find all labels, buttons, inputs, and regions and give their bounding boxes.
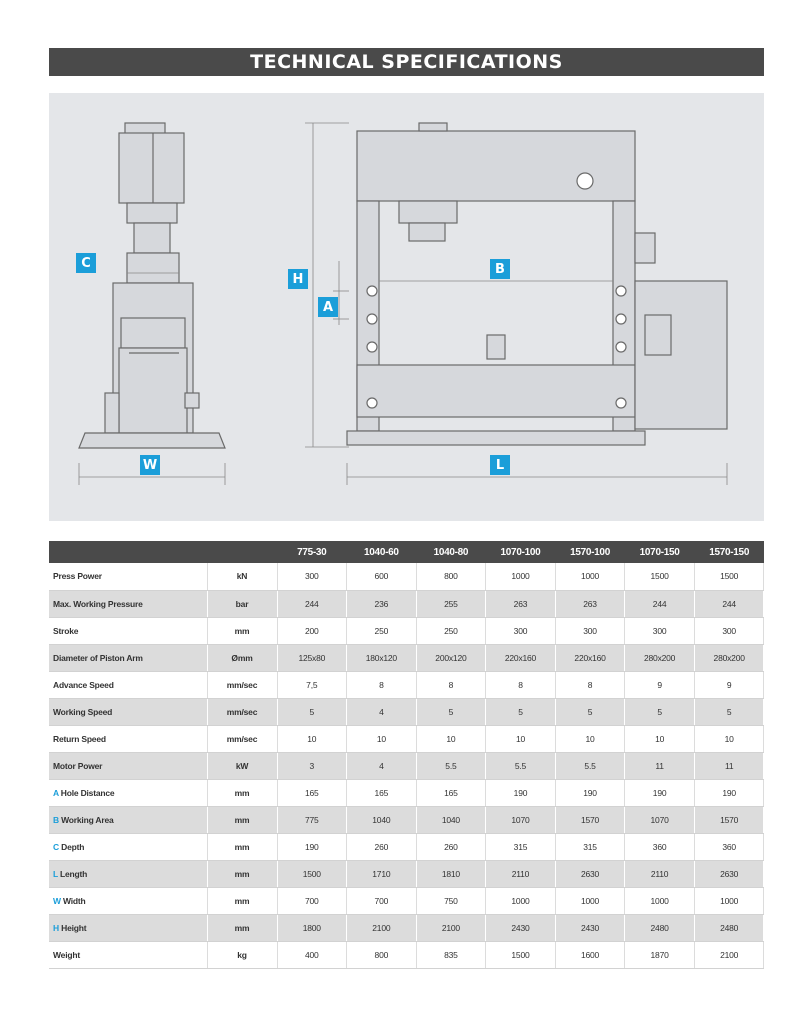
table-cell: 1710 — [347, 860, 417, 887]
row-label-text: Length — [60, 868, 88, 879]
table-cell: 2430 — [486, 914, 556, 941]
model-header-1570-100: 1570-100 — [555, 541, 625, 563]
row-label — [49, 887, 207, 914]
table-cell: 1000 — [486, 563, 556, 590]
dimension-letter-mark: A — [53, 787, 59, 798]
table-cell: 250 — [347, 617, 417, 644]
dimension-letter-mark: W — [53, 895, 61, 906]
header-label-cell — [49, 541, 207, 563]
table-row — [49, 914, 764, 941]
table-cell: 165 — [277, 779, 347, 806]
row-label-text: Press Power — [53, 571, 102, 582]
table-body — [49, 563, 764, 968]
table-cell: 8 — [555, 671, 625, 698]
table-cell: 10 — [555, 725, 625, 752]
row-unit: mm — [207, 617, 277, 644]
technical-drawing-panel — [49, 93, 764, 521]
table-cell: 2630 — [694, 860, 764, 887]
table-cell: 1000 — [486, 887, 556, 914]
row-unit: mm — [207, 806, 277, 833]
table-cell: 10 — [347, 725, 417, 752]
row-label — [49, 563, 207, 590]
table-cell: 5.5 — [486, 752, 556, 779]
table-cell: 190 — [277, 833, 347, 860]
dimension-label-b: B — [490, 259, 510, 279]
dimension-label-c: C — [76, 253, 96, 273]
table-cell: 2100 — [347, 914, 417, 941]
row-label-text: Motor Power — [53, 760, 103, 771]
table-cell: 8 — [416, 671, 486, 698]
row-label — [49, 752, 207, 779]
table-cell: 2480 — [694, 914, 764, 941]
table-cell: 180x120 — [347, 644, 417, 671]
table-cell: 263 — [555, 590, 625, 617]
table-row — [49, 941, 764, 968]
header-unit-cell — [207, 541, 277, 563]
row-label — [49, 698, 207, 725]
table-cell: 263 — [486, 590, 556, 617]
row-unit: mm/sec — [207, 725, 277, 752]
table-cell: 300 — [555, 617, 625, 644]
row-unit: mm — [207, 860, 277, 887]
model-header-1070-150: 1070-150 — [625, 541, 695, 563]
table-cell: 220x160 — [555, 644, 625, 671]
row-label-text: Depth — [61, 841, 85, 852]
row-label — [49, 725, 207, 752]
table-row — [49, 671, 764, 698]
table-cell: 190 — [694, 779, 764, 806]
row-unit: mm — [207, 833, 277, 860]
row-unit: kW — [207, 752, 277, 779]
table-cell: 190 — [625, 779, 695, 806]
table-cell: 165 — [416, 779, 486, 806]
row-label — [49, 671, 207, 698]
table-cell: 260 — [416, 833, 486, 860]
table-cell: 400 — [277, 941, 347, 968]
table-cell: 236 — [347, 590, 417, 617]
table-cell: 244 — [625, 590, 695, 617]
row-label — [49, 860, 207, 887]
row-label — [49, 941, 207, 968]
table-cell: 1800 — [277, 914, 347, 941]
table-cell: 835 — [416, 941, 486, 968]
table-cell: 2430 — [555, 914, 625, 941]
model-header-1040-60: 1040-60 — [347, 541, 417, 563]
table-cell: 5 — [486, 698, 556, 725]
table-cell: 1500 — [694, 563, 764, 590]
row-unit: mm/sec — [207, 671, 277, 698]
row-label-text: Max. Working Pressure — [53, 598, 143, 609]
table-cell: 360 — [694, 833, 764, 860]
dimension-letter-mark: C — [53, 841, 59, 852]
dimension-letter-mark: L — [53, 868, 58, 879]
row-unit: mm — [207, 887, 277, 914]
table-cell: 8 — [486, 671, 556, 698]
table-cell: 200x120 — [416, 644, 486, 671]
table-cell: 800 — [416, 563, 486, 590]
table-cell: 1810 — [416, 860, 486, 887]
table-cell: 1500 — [486, 941, 556, 968]
dimension-label-h: H — [288, 269, 308, 289]
table-cell: 4 — [347, 698, 417, 725]
row-label — [49, 590, 207, 617]
specifications-table — [49, 541, 764, 969]
table-cell: 2110 — [625, 860, 695, 887]
model-header-1040-80: 1040-80 — [416, 541, 486, 563]
table-cell: 700 — [347, 887, 417, 914]
table-cell: 700 — [277, 887, 347, 914]
table-cell: 300 — [486, 617, 556, 644]
table-cell: 125x80 — [277, 644, 347, 671]
table-cell: 260 — [347, 833, 417, 860]
table-cell: 5 — [555, 698, 625, 725]
row-label — [49, 833, 207, 860]
table-cell: 280x200 — [625, 644, 695, 671]
table-row — [49, 563, 764, 590]
row-label — [49, 644, 207, 671]
table-cell: 255 — [416, 590, 486, 617]
row-label-text: Stroke — [53, 625, 79, 636]
table-cell: 190 — [555, 779, 625, 806]
table-cell: 280x200 — [694, 644, 764, 671]
table-row — [49, 590, 764, 617]
row-unit: mm/sec — [207, 698, 277, 725]
table-cell: 1070 — [625, 806, 695, 833]
row-unit: kN — [207, 563, 277, 590]
table-cell: 1000 — [555, 563, 625, 590]
table-cell: 244 — [694, 590, 764, 617]
table-cell: 1000 — [555, 887, 625, 914]
table-cell: 600 — [347, 563, 417, 590]
row-unit: Ømm — [207, 644, 277, 671]
row-label — [49, 914, 207, 941]
table-row — [49, 860, 764, 887]
table-cell: 1500 — [625, 563, 695, 590]
row-unit: kg — [207, 941, 277, 968]
table-cell: 1570 — [555, 806, 625, 833]
table-cell: 5 — [416, 698, 486, 725]
table-cell: 1570 — [694, 806, 764, 833]
dimension-letter-mark: B — [53, 814, 59, 825]
table-cell: 2100 — [416, 914, 486, 941]
model-header-1570-150: 1570-150 — [694, 541, 764, 563]
table-cell: 1000 — [694, 887, 764, 914]
table-row — [49, 698, 764, 725]
table-cell: 5 — [277, 698, 347, 725]
table-cell: 2100 — [694, 941, 764, 968]
table-cell: 800 — [347, 941, 417, 968]
table-cell: 10 — [625, 725, 695, 752]
page-title: TECHNICAL SPECIFICATIONS — [49, 48, 764, 76]
table-cell: 1000 — [625, 887, 695, 914]
table-cell: 300 — [277, 563, 347, 590]
row-unit: bar — [207, 590, 277, 617]
table-cell: 1040 — [416, 806, 486, 833]
table-cell: 165 — [347, 779, 417, 806]
table-cell: 1040 — [347, 806, 417, 833]
table-cell: 315 — [555, 833, 625, 860]
table-cell: 190 — [486, 779, 556, 806]
table-cell: 1500 — [277, 860, 347, 887]
row-label — [49, 806, 207, 833]
table-row — [49, 887, 764, 914]
dimension-label-w: W — [140, 455, 160, 475]
table-cell: 300 — [625, 617, 695, 644]
table-cell: 5.5 — [416, 752, 486, 779]
table-cell: 7,5 — [277, 671, 347, 698]
row-label-text: Width — [63, 895, 86, 906]
table-cell: 5 — [625, 698, 695, 725]
table-cell: 5.5 — [555, 752, 625, 779]
table-cell: 11 — [625, 752, 695, 779]
table-cell: 1870 — [625, 941, 695, 968]
table-cell: 300 — [694, 617, 764, 644]
table-cell: 250 — [416, 617, 486, 644]
row-label-text: Return Speed — [53, 733, 106, 744]
table-cell: 4 — [347, 752, 417, 779]
table-row — [49, 806, 764, 833]
table-cell: 10 — [694, 725, 764, 752]
table-cell: 775 — [277, 806, 347, 833]
table-row — [49, 725, 764, 752]
table-cell: 200 — [277, 617, 347, 644]
model-header-1070-100: 1070-100 — [486, 541, 556, 563]
table-cell: 5 — [694, 698, 764, 725]
table-cell: 9 — [694, 671, 764, 698]
row-label-text: Advance Speed — [53, 679, 114, 690]
row-label — [49, 617, 207, 644]
table-cell: 11 — [694, 752, 764, 779]
row-label-text: Weight — [53, 949, 80, 960]
dimension-label-l: L — [490, 455, 510, 475]
table-cell: 244 — [277, 590, 347, 617]
row-unit: mm — [207, 914, 277, 941]
table-cell: 10 — [486, 725, 556, 752]
dimension-label-a: A — [318, 297, 338, 317]
table-cell: 220x160 — [486, 644, 556, 671]
row-label-text: Hole Distance — [60, 787, 115, 798]
table-cell: 2630 — [555, 860, 625, 887]
model-header-775-30: 775-30 — [277, 541, 347, 563]
row-label-text: Diameter of Piston Arm — [53, 652, 143, 663]
table-cell: 10 — [277, 725, 347, 752]
table-cell: 315 — [486, 833, 556, 860]
table-cell: 10 — [416, 725, 486, 752]
table-row — [49, 617, 764, 644]
row-label-text: Height — [61, 922, 87, 933]
row-label-text: Working Speed — [53, 706, 113, 717]
table-cell: 750 — [416, 887, 486, 914]
table-cell: 9 — [625, 671, 695, 698]
table-cell: 360 — [625, 833, 695, 860]
table-row — [49, 752, 764, 779]
dimension-letter-mark: H — [53, 922, 59, 933]
table-cell: 1600 — [555, 941, 625, 968]
table-header-row — [49, 541, 764, 563]
row-label — [49, 779, 207, 806]
table-cell: 1070 — [486, 806, 556, 833]
row-label-text: Working Area — [61, 814, 114, 825]
table-row — [49, 779, 764, 806]
table-cell: 2110 — [486, 860, 556, 887]
table-cell: 3 — [277, 752, 347, 779]
table-row — [49, 644, 764, 671]
table-cell: 2480 — [625, 914, 695, 941]
table-cell: 8 — [347, 671, 417, 698]
table-row — [49, 833, 764, 860]
row-unit: mm — [207, 779, 277, 806]
